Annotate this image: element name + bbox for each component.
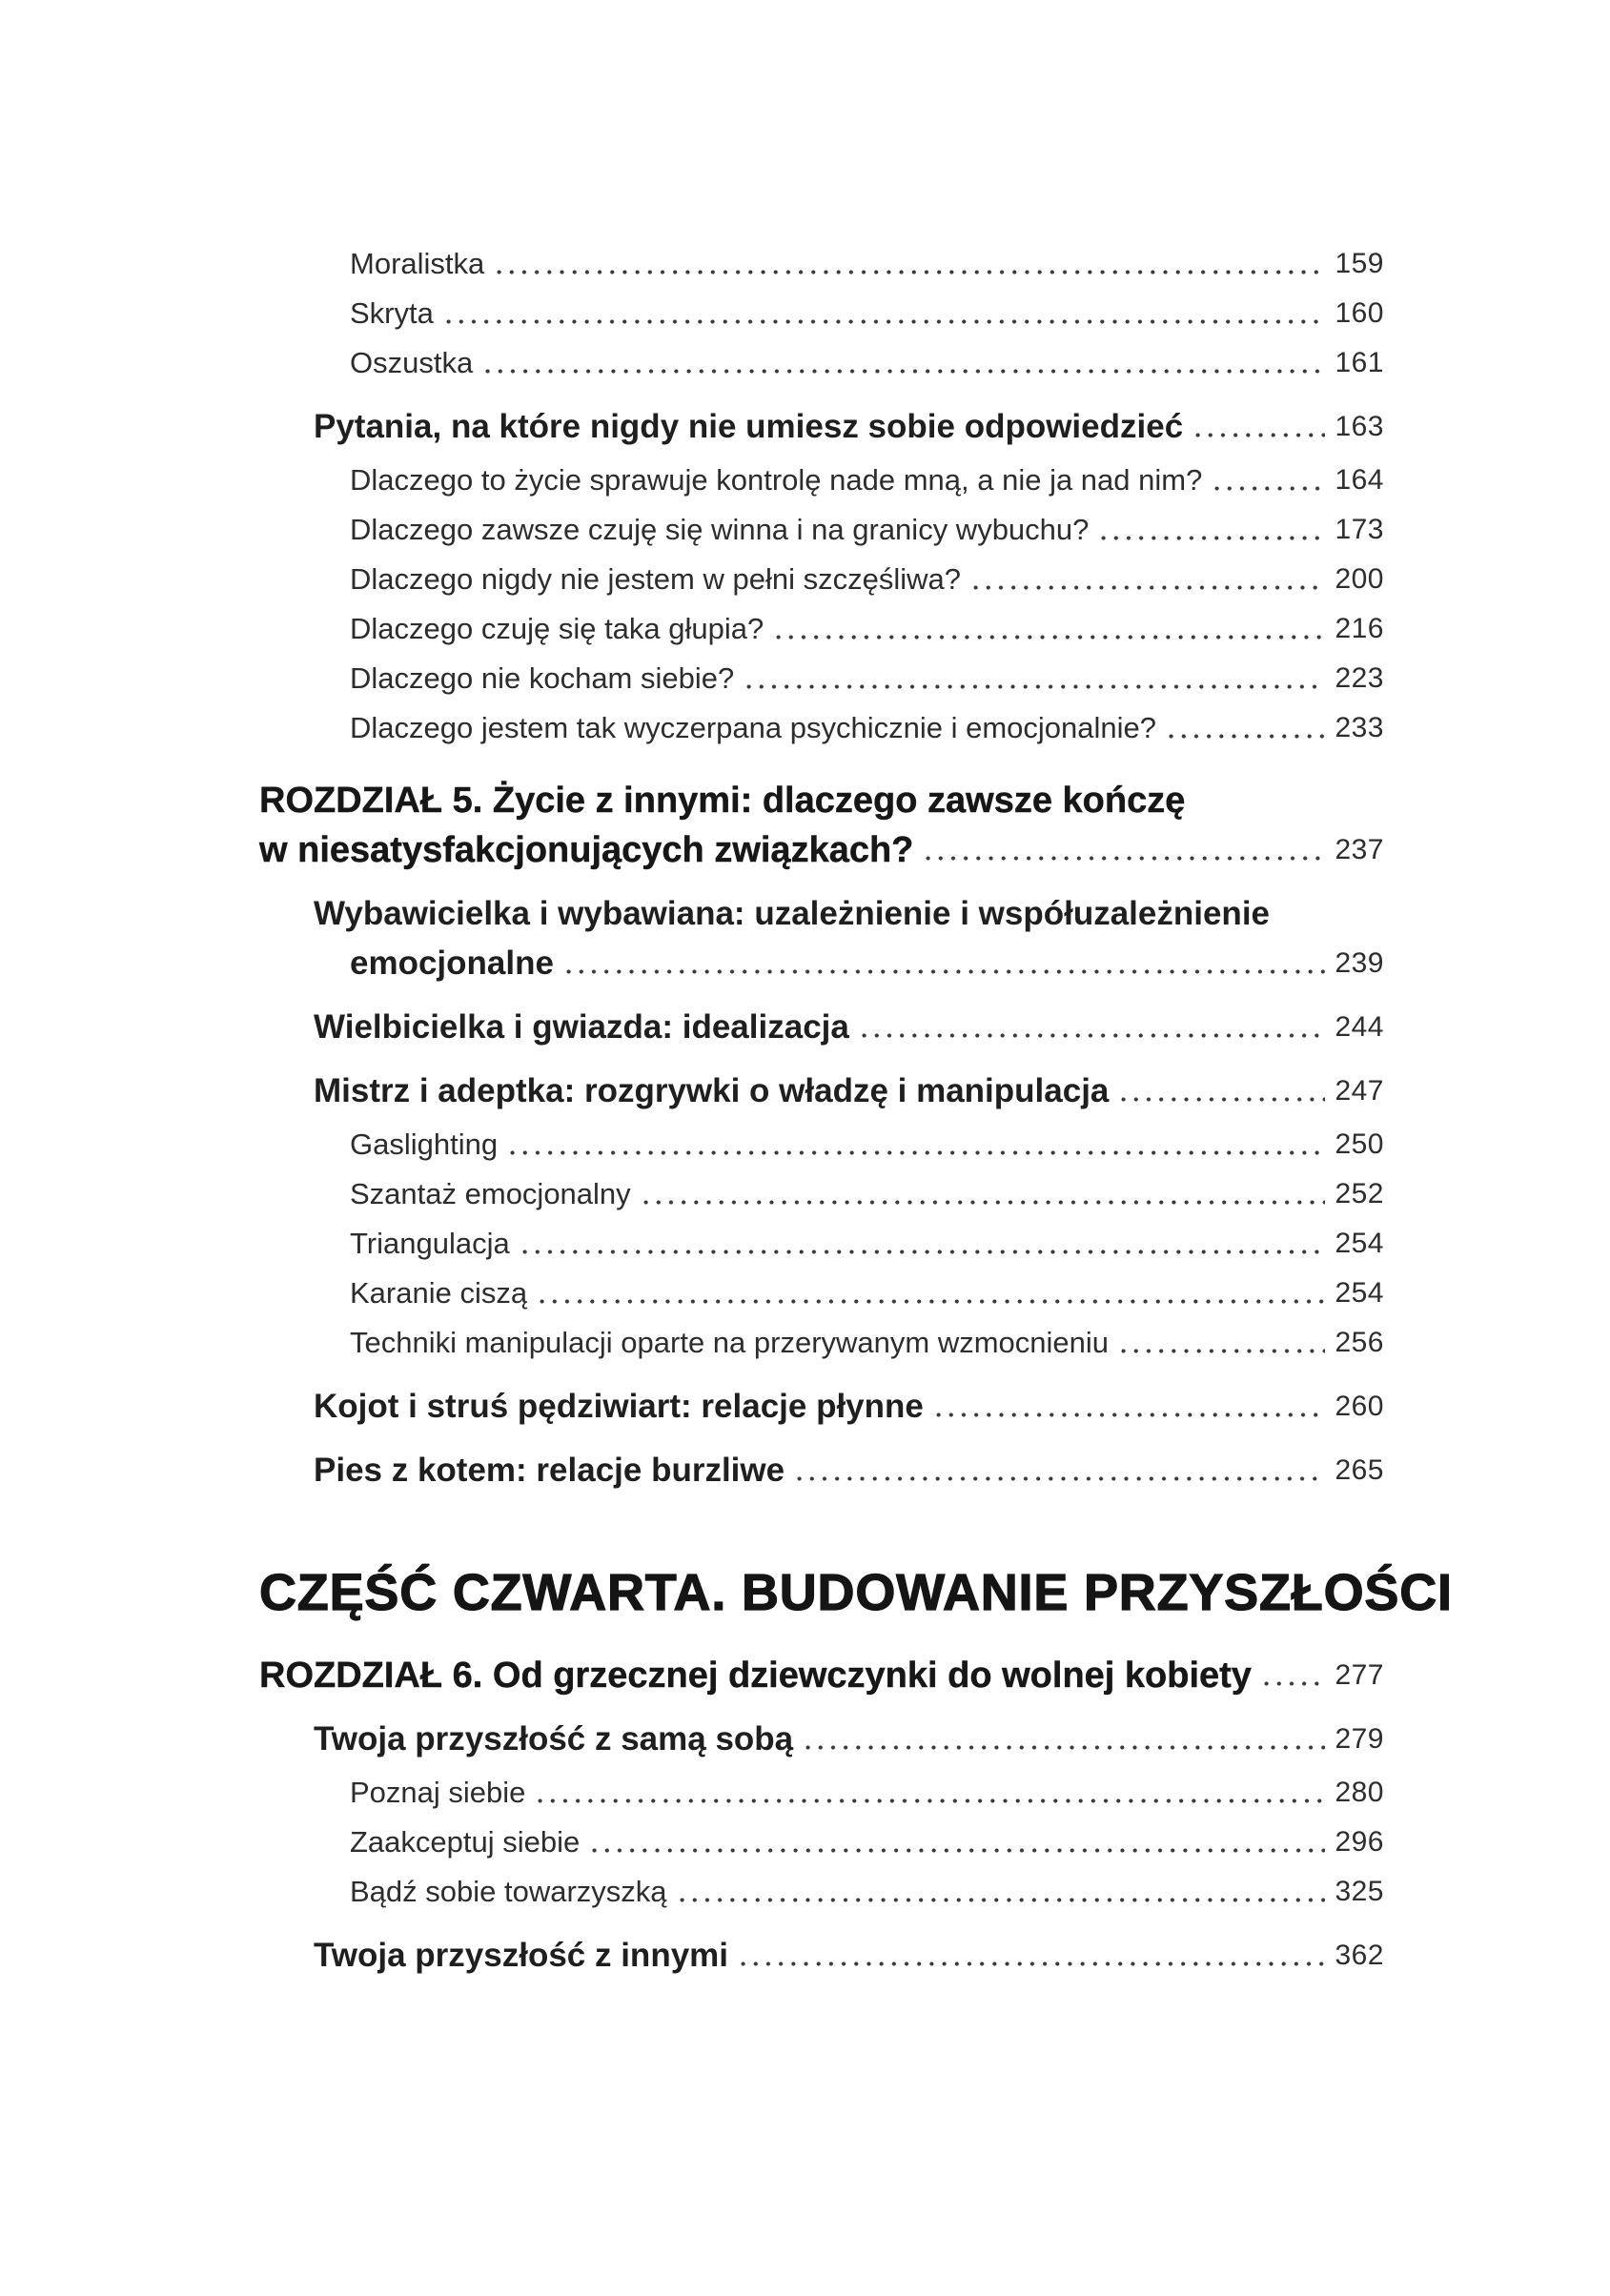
entry-page-number: 233: [1335, 712, 1384, 743]
entry-page-number: 296: [1335, 1826, 1384, 1858]
entry-page-number: 163: [1335, 411, 1384, 442]
entry-title: Gaslighting: [350, 1128, 499, 1161]
entry-page-number: 260: [1335, 1391, 1384, 1422]
dot-leader: [1211, 486, 1325, 491]
toc-entry-chapter: [259, 776, 1384, 875]
toc-line: [314, 939, 1384, 988]
entry-page-number: 325: [1335, 1876, 1384, 1907]
toc-entry-subsection: [259, 1219, 1384, 1269]
dot-leader: [1117, 1349, 1325, 1353]
toc-entry-section: [259, 1931, 1384, 1981]
toc-entry-subsection: [259, 555, 1384, 604]
dot-leader: [442, 319, 1326, 324]
dot-leader: [932, 1412, 1326, 1417]
toc-entry-section: [259, 1067, 1384, 1116]
toc-line: [259, 1564, 1453, 1621]
dot-leader: [588, 1848, 1325, 1853]
entry-page-number: 247: [1335, 1075, 1384, 1107]
dot-leader: [1260, 1681, 1326, 1686]
toc-line: [350, 1318, 1384, 1368]
entry-title: Mistrz i adeptka: rozgrywki o władzę i manipulacja: [314, 1072, 1110, 1109]
toc-line: [350, 289, 1384, 338]
entry-title: Karanie ciszą: [350, 1276, 528, 1310]
toc-line: [259, 825, 1384, 875]
toc-entry-chapter: [259, 1651, 1384, 1700]
entry-title: Dlaczego to życie sprawuje kontrolę nade mną, a nie ja nad nim?: [350, 463, 1203, 497]
dot-leader: [802, 1745, 1325, 1750]
toc-entry-section: [259, 1382, 1384, 1432]
dot-leader: [969, 585, 1325, 590]
entry-title: Moralistka: [350, 247, 485, 280]
entry-page-number: 239: [1335, 947, 1384, 979]
toc-entry-subsection: [259, 338, 1384, 388]
toc-entry-subsection: [259, 239, 1384, 289]
toc-entry-section: [259, 1003, 1384, 1052]
entry-title: Skryta: [350, 296, 434, 330]
entry-page-number: 159: [1335, 248, 1384, 279]
toc-line: [350, 1867, 1384, 1917]
toc-line: [350, 555, 1384, 604]
toc-entry-section: [259, 1715, 1384, 1764]
entry-title: Dlaczego nigdy nie jestem w pełni szczęśliwa?: [350, 562, 961, 596]
toc-entry-subsection: [259, 1169, 1384, 1219]
toc-line: [314, 889, 1384, 939]
toc-line: [350, 604, 1384, 654]
toc-line: [350, 703, 1384, 753]
entry-page-number: 160: [1335, 297, 1384, 329]
entry-page-number: 277: [1335, 1659, 1384, 1691]
toc-line: [259, 776, 1384, 825]
entry-page-number: 216: [1335, 613, 1384, 644]
toc-entry-subsection: [259, 456, 1384, 505]
entry-page-number: 164: [1335, 464, 1384, 496]
dot-leader: [858, 1033, 1326, 1038]
toc-line: [350, 1219, 1384, 1269]
toc-line: [314, 402, 1384, 452]
entry-page-number: 250: [1335, 1128, 1384, 1160]
dot-leader: [534, 1798, 1325, 1803]
toc-entry-subsection: [259, 1768, 1384, 1818]
dot-leader: [519, 1250, 1326, 1254]
dot-leader: [481, 369, 1325, 374]
entry-page-number: 265: [1335, 1454, 1384, 1486]
dot-leader: [1165, 734, 1325, 739]
entry-title: Zaakceptuj siebie: [350, 1825, 581, 1859]
entry-page-number: 362: [1335, 1940, 1384, 1971]
dot-leader: [922, 856, 1325, 861]
entry-title: emocjonalne: [350, 945, 554, 982]
entry-title: w niesatysfakcjonujących związkach?: [259, 830, 914, 870]
entry-page-number: 279: [1335, 1723, 1384, 1755]
toc-line: [350, 456, 1384, 505]
toc-line: [314, 1003, 1384, 1052]
entry-page-number: 237: [1335, 834, 1384, 865]
toc-entry-part: [259, 1564, 1453, 1621]
toc-entry-subsection: [259, 505, 1384, 555]
entry-title: Dlaczego nie kocham siebie?: [350, 661, 735, 695]
dot-leader: [493, 270, 1325, 274]
entry-page-number: 252: [1335, 1178, 1384, 1209]
entry-page-number: 223: [1335, 662, 1384, 694]
toc-line: [350, 1818, 1384, 1867]
entry-page-number: 173: [1335, 514, 1384, 545]
toc-entry-section: [259, 889, 1384, 988]
entry-title: Dlaczego czuję się taka głupia?: [350, 612, 764, 645]
toc-line: [350, 654, 1384, 703]
toc-entry-subsection: [259, 1269, 1384, 1318]
table-of-contents: [259, 239, 1453, 1981]
toc-entry-subsection: [259, 654, 1384, 703]
entry-title: ROZDZIAŁ 5. Życie z innymi: dlaczego zawsze kończę: [259, 781, 1186, 821]
entry-page-number: 256: [1335, 1327, 1384, 1358]
entry-title: ROZDZIAŁ 6. Od grzecznej dziewczynki do wolnej kobiety: [259, 1656, 1252, 1696]
toc-entry-subsection: [259, 1318, 1384, 1368]
entry-title: Dlaczego jestem tak wyczerpana psychicznie i emocjonalnie?: [350, 711, 1157, 744]
toc-entry-subsection: [259, 604, 1384, 654]
entry-page-number: 254: [1335, 1228, 1384, 1259]
toc-entry-subsection: [259, 1867, 1384, 1917]
dot-leader: [737, 1961, 1325, 1966]
dot-leader: [676, 1898, 1326, 1902]
entry-title: Kojot i struś pędziwiart: relacje płynne: [314, 1388, 924, 1425]
entry-page-number: 200: [1335, 563, 1384, 595]
entry-page-number: 280: [1335, 1777, 1384, 1808]
toc-line: [314, 1715, 1384, 1764]
entry-title: Bądź sobie towarzyszką: [350, 1875, 667, 1908]
toc-entry-section: [259, 402, 1384, 452]
entry-title: CZĘŚĆ CZWARTA. BUDOWANIE PRZYSZŁOŚCI: [259, 1564, 1453, 1621]
entry-title: Oszustka: [350, 346, 474, 379]
entry-title: Twoja przyszłość z innymi: [314, 1937, 729, 1974]
entry-page-number: 254: [1335, 1277, 1384, 1309]
toc-line: [314, 1446, 1384, 1495]
dot-leader: [506, 1150, 1325, 1155]
entry-title: Wielbicielka i gwiazda: idealizacja: [314, 1008, 849, 1046]
dot-leader: [772, 635, 1325, 640]
entry-title: Techniki manipulacji oparte na przerywanym wzmocnieniu: [350, 1326, 1110, 1359]
dot-leader: [1097, 536, 1325, 540]
toc-entry-section: [259, 1446, 1384, 1495]
dot-leader: [743, 684, 1325, 689]
toc-entry-subsection: [259, 1120, 1384, 1169]
toc-line: [350, 1169, 1384, 1219]
toc-entry-subsection: [259, 703, 1384, 753]
entry-page-number: 161: [1335, 347, 1384, 378]
entry-title: Dlaczego zawsze czuję się winna i na granicy wybuchu?: [350, 513, 1090, 546]
toc-line: [314, 1931, 1384, 1981]
toc-line: [350, 1269, 1384, 1318]
entry-page-number: 244: [1335, 1011, 1384, 1043]
toc-line: [259, 1651, 1384, 1700]
dot-leader: [562, 969, 1325, 974]
dot-leader: [793, 1476, 1325, 1481]
toc-entry-subsection: [259, 289, 1384, 338]
dot-leader: [1192, 433, 1325, 437]
toc-line: [350, 239, 1384, 289]
entry-title: Pies z kotem: relacje burzliwe: [314, 1452, 785, 1489]
entry-title: Pytania, na które nigdy nie umiesz sobie odpowiedzieć: [314, 408, 1184, 445]
toc-line: [314, 1382, 1384, 1432]
entry-title: Poznaj siebie: [350, 1776, 526, 1809]
dot-leader: [536, 1299, 1325, 1304]
toc-line: [350, 505, 1384, 555]
entry-title: Twoja przyszłość z samą sobą: [314, 1720, 794, 1758]
toc-line: [350, 1768, 1384, 1818]
entry-title: Triangulacja: [350, 1227, 510, 1260]
entry-title: Wybawicielka i wybawiana: uzależnienie i współuzależnienie: [314, 895, 1271, 932]
entry-title: Szantaż emocjonalny: [350, 1177, 631, 1210]
toc-line: [350, 338, 1384, 388]
dot-leader: [640, 1200, 1326, 1205]
toc-entry-subsection: [259, 1818, 1384, 1867]
dot-leader: [1117, 1097, 1325, 1102]
toc-line: [350, 1120, 1384, 1169]
toc-line: [314, 1067, 1384, 1116]
